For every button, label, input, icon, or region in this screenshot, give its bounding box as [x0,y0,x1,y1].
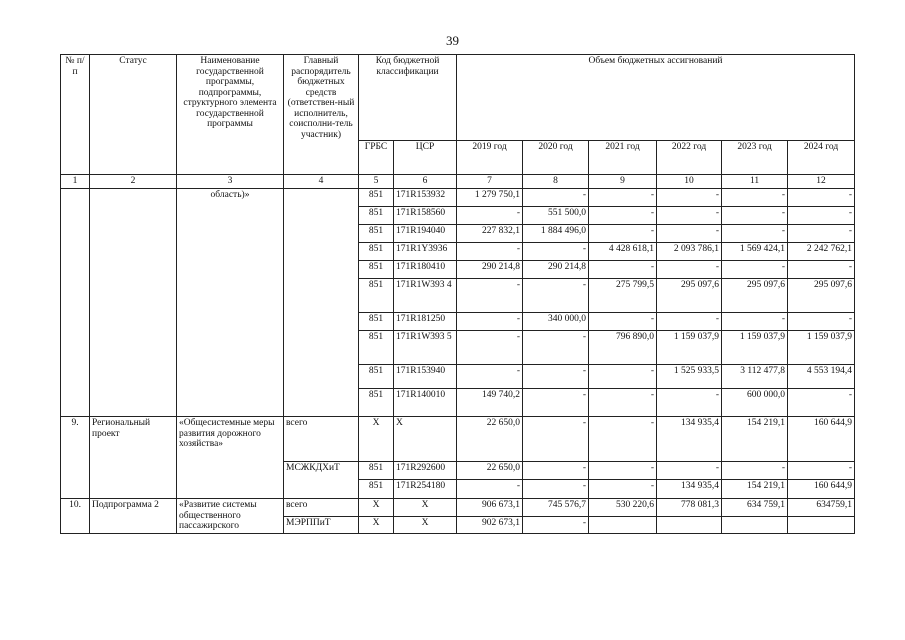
budget-value: - [722,462,788,480]
csr-code: 171R1W393 5 [394,331,457,365]
budget-value: 160 644,9 [788,417,855,462]
header-status: Статус [90,55,177,175]
row-number [61,189,90,417]
column-number: 6 [394,175,457,189]
budget-value: 3 112 477,8 [722,365,788,389]
column-number: 4 [284,175,359,189]
budget-value [788,517,855,533]
budget-value: 22 650,0 [457,417,523,462]
csr-code: 171R181250 [394,313,457,331]
budget-value: - [523,417,589,462]
column-number: 2 [90,175,177,189]
budget-value: 134 935,4 [657,417,722,462]
budget-value: 149 740,2 [457,389,523,417]
budget-value: - [589,225,657,243]
csr-code: 171R292600 [394,462,457,480]
budget-value: 160 644,9 [788,480,855,499]
budget-table [60,54,855,534]
csr-code: 171R158560 [394,207,457,225]
csr-code: 171R153940 [394,365,457,389]
budget-value: - [589,189,657,207]
grbs-code: Х [359,499,394,517]
budget-value: 295 097,6 [657,279,722,313]
budget-value: - [523,331,589,365]
budget-value: 4 428 618,1 [589,243,657,261]
budget-value: 154 219,1 [722,480,788,499]
budget-value: 134 935,4 [657,480,722,499]
row-status: Региональный проект [90,417,177,499]
column-number: 10 [657,175,722,189]
budget-value: 902 673,1 [457,517,523,533]
budget-value: - [589,462,657,480]
budget-value: - [657,313,722,331]
row-number: 10. [61,499,90,534]
grbs-code: 851 [359,462,394,480]
grbs-code: 851 [359,279,394,313]
budget-value: 227 832,1 [457,225,523,243]
row-name: «Развитие системы общественного пассажирского [177,499,284,534]
header-year: 2021 год [589,141,657,175]
column-number: 5 [359,175,394,189]
budget-value: 1 525 933,5 [657,365,722,389]
column-number: 12 [788,175,855,189]
budget-value: 22 650,0 [457,462,523,480]
budget-value: 1 884 496,0 [523,225,589,243]
row-name: «Общесистемные меры развития дорожного хозяйства» [177,417,284,499]
budget-value: 2 093 786,1 [657,243,722,261]
row-executor: МСЖКДХиТ [284,462,359,499]
budget-value: 290 214,8 [523,261,589,279]
budget-value: - [722,261,788,279]
budget-value: - [657,225,722,243]
budget-value: 1 569 424,1 [722,243,788,261]
budget-value: 1 159 037,9 [722,331,788,365]
budget-value: - [657,207,722,225]
column-number: 3 [177,175,284,189]
grbs-code: 851 [359,365,394,389]
header-number: № п/п [61,55,90,175]
grbs-code: 851 [359,313,394,331]
budget-value: - [523,189,589,207]
header-grbs: ГРБС [359,141,394,175]
row-executor: всего [284,499,359,517]
budget-value: - [589,417,657,462]
budget-value: - [722,189,788,207]
budget-value: 1 159 037,9 [788,331,855,365]
budget-value: - [788,207,855,225]
header-executor: Главный распорядитель бюджетных средств (ответствен-ный исполнитель, соисполни-тель участник) [284,55,359,175]
budget-value: - [589,313,657,331]
column-number: 11 [722,175,788,189]
budget-value: - [657,389,722,417]
budget-value: 290 214,8 [457,261,523,279]
budget-value: 551 500,0 [523,207,589,225]
budget-value: 745 576,7 [523,499,589,517]
row-executor: всего [284,417,359,462]
header-year: 2020 год [523,141,589,175]
header-budget-code: Код бюджетной классификации [359,55,457,141]
csr-code: 171R254180 [394,480,457,499]
budget-value: - [657,189,722,207]
column-number: 1 [61,175,90,189]
column-number-row [61,175,855,189]
header-year: 2022 год [657,141,722,175]
column-number: 7 [457,175,523,189]
table-row [61,417,855,462]
row-name: область)» [177,189,284,417]
table-row [61,499,855,517]
budget-value: - [589,207,657,225]
csr-code: 171R1Y3936 [394,243,457,261]
budget-value: - [457,365,523,389]
budget-value: - [457,243,523,261]
budget-value: - [523,462,589,480]
grbs-code: 851 [359,261,394,279]
page-number: 39 [446,33,459,48]
header-name: Наименование государственной программы, подпрограммы, структурного элемента государственной программы [177,55,284,175]
budget-value: 906 673,1 [457,499,523,517]
budget-value: 4 553 194,4 [788,365,855,389]
budget-value: - [657,462,722,480]
grbs-code: Х [359,517,394,533]
budget-value: - [457,279,523,313]
column-number: 8 [523,175,589,189]
budget-value: - [788,313,855,331]
csr-code: 171R180410 [394,261,457,279]
budget-value: 295 097,6 [722,279,788,313]
budget-value: - [457,207,523,225]
budget-value: 340 000,0 [523,313,589,331]
budget-value: - [523,365,589,389]
header-csr: ЦСР [394,141,457,175]
budget-value: - [722,225,788,243]
budget-value: - [722,207,788,225]
budget-value: 600 000,0 [722,389,788,417]
budget-value: - [523,389,589,417]
budget-value: 275 799,5 [589,279,657,313]
budget-value: - [589,389,657,417]
budget-value: - [722,313,788,331]
table-row [61,189,855,207]
budget-value: - [788,225,855,243]
csr-code: 171R194040 [394,225,457,243]
budget-value [589,517,657,533]
grbs-code: 851 [359,331,394,365]
budget-value: - [788,462,855,480]
budget-value: 1 279 750,1 [457,189,523,207]
budget-value: - [523,279,589,313]
grbs-code: 851 [359,480,394,499]
budget-value: - [788,189,855,207]
budget-value: 634759,1 [788,499,855,517]
budget-value: - [657,261,722,279]
csr-code: Х [394,417,457,462]
budget-value [722,517,788,533]
budget-value: 1 159 037,9 [657,331,722,365]
row-number: 9. [61,417,90,499]
row-status: Подпрограмма 2 [90,499,177,534]
grbs-code: 851 [359,389,394,417]
budget-value: 796 890,0 [589,331,657,365]
header-budget-volume: Объем бюджетных ассигнований [457,55,855,141]
budget-value [657,517,722,533]
budget-value: 154 219,1 [722,417,788,462]
budget-value: 530 220,6 [589,499,657,517]
header-year: 2024 год [788,141,855,175]
budget-value: 295 097,6 [788,279,855,313]
grbs-code: 851 [359,243,394,261]
csr-code: Х [394,499,457,517]
grbs-code: 851 [359,189,394,207]
budget-value: - [457,480,523,499]
budget-value: - [589,480,657,499]
budget-value: - [523,243,589,261]
budget-value: - [788,261,855,279]
grbs-code: 851 [359,225,394,243]
budget-value: - [457,331,523,365]
row-executor [284,189,359,417]
budget-value: - [457,313,523,331]
budget-value: - [589,365,657,389]
row-status [90,189,177,417]
grbs-code: Х [359,417,394,462]
column-number: 9 [589,175,657,189]
csr-code: Х [394,517,457,533]
budget-value: 634 759,1 [722,499,788,517]
header-year: 2023 год [722,141,788,175]
header-year: 2019 год [457,141,523,175]
budget-value: - [788,389,855,417]
budget-value: 2 242 762,1 [788,243,855,261]
budget-value: - [523,517,589,533]
budget-value: - [589,261,657,279]
row-executor: МЭРППиТ [284,517,359,533]
budget-value: - [523,480,589,499]
csr-code: 171R1W393 4 [394,279,457,313]
csr-code: 171R153932 [394,189,457,207]
csr-code: 171R140010 [394,389,457,417]
budget-value: 778 081,3 [657,499,722,517]
grbs-code: 851 [359,207,394,225]
